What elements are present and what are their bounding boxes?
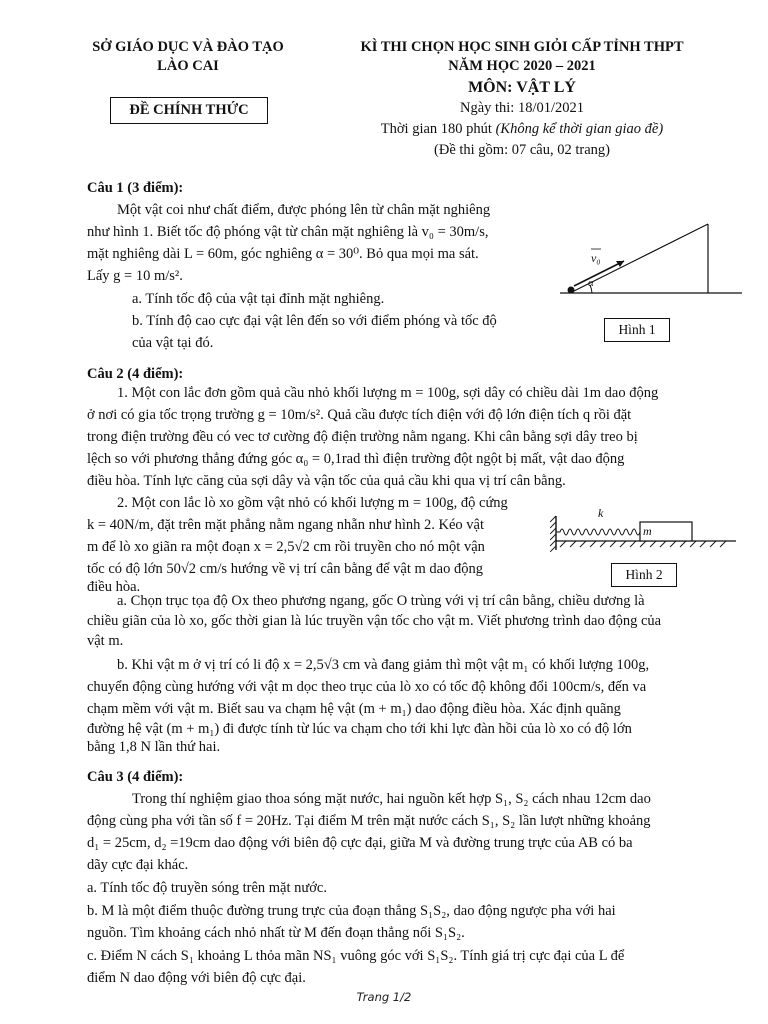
question-1-title: Câu 1 (3 điểm): xyxy=(87,180,184,196)
wall-hatching xyxy=(550,516,556,552)
school-year: NĂM HỌC 2020 – 2021 xyxy=(448,58,596,74)
q1-part-b-line-1: b. Tính độ cao cực đại vật lên đến so với điểm phóng và tốc độ xyxy=(132,313,497,329)
q3-line-1: Trong thí nghiệm giao thoa sóng mặt nước, hai nguồn kết hợp S₁, S₂ cách nhau 12cm dao xyxy=(132,791,651,807)
q1-line-4: Lấy g = 10 m/s². xyxy=(87,268,183,284)
q1-line-1: Một vật coi như chất điểm, được phóng lên từ chân mặt nghiêng xyxy=(117,202,491,218)
q3-line-4: dãy cực đại khác. xyxy=(87,857,189,873)
department-name: SỞ GIÁO DỤC VÀ ĐÀO TẠO xyxy=(92,39,284,55)
figure-1-alpha-label: α xyxy=(588,277,594,289)
question-3-title: Câu 3 (4 điểm): xyxy=(87,769,184,785)
q2-1-line-2: ở nơi có gia tốc trọng trường g = 10m/s². Quả cầu được tích điện với độ lớn điện tích q rồi đặt xyxy=(87,407,632,423)
figure-2-label: Hình 2 xyxy=(611,563,677,587)
q2-1-line-1: 1. Một con lắc đơn gồm quả cầu nhỏ khối lượng m = 100g, sợi dây có chiều dài 1m dao động xyxy=(117,385,659,401)
q2-2-line-2: k = 40N/m, đặt trên mặt phẳng nằm ngang nhẵn như hình 2. Kéo vật xyxy=(87,517,484,533)
q2-a-line-1: a. Chọn trục tọa độ Ox theo phương ngang, gốc O trùng với vị trí cân bằng, chiều dương là xyxy=(117,593,645,609)
q3-part-c-line-2: điểm N dao động với biên độ cực đại. xyxy=(87,970,306,986)
q2-2-line-5: điều hòa. xyxy=(87,579,141,595)
q2-1-line-3: trong điện trường đều có vec tơ cường độ điện trường nằm ngang. Khi cân bằng sợi dây treo bị xyxy=(87,429,638,445)
q2-b-line-5: bằng 1,8 N lần thứ hai. xyxy=(87,739,221,755)
q3-part-b-line-1: b. M là một điểm thuộc đường trung trực của đoạn thẳng S₁S₂, dao động ngược pha với hai xyxy=(87,903,616,919)
page-footer: Trang 1/2 xyxy=(356,990,412,1004)
official-exam-box: ĐỀ CHÍNH THỨC xyxy=(110,97,268,124)
province-name: LÀO CAI xyxy=(157,58,219,74)
exam-composition: (Đề thi gồm: 07 câu, 02 trang) xyxy=(434,142,610,158)
q3-part-c-line-1: c. Điểm N cách S₁ khoảng L thỏa mãn NS₁ vuông góc với S₁S₂. Tính giá trị cực đại của L để xyxy=(87,948,625,964)
q3-part-a: a. Tính tốc độ truyền sóng trên mặt nước. xyxy=(87,880,327,896)
exam-date: Ngày thi: 18/01/2021 xyxy=(459,100,585,116)
figure-2-m-label: m xyxy=(643,524,652,538)
q1-line-3: mặt nghiêng dài L = 60m, góc nghiêng α = 30⁰. Bỏ qua mọi ma sát. xyxy=(87,246,479,262)
q3-line-3: d₁ = 25cm, d₂ =19cm dao động với biên độ cực đại, giữa M và đường trung trực của AB có ba xyxy=(87,835,633,851)
exam-title: KÌ THI CHỌN HỌC SINH GIỎI CẤP TỈNH THPT xyxy=(360,39,684,55)
launched-object xyxy=(568,287,575,294)
q1-part-b-line-2: của vật tại đó. xyxy=(132,335,214,351)
q2-a-line-2: chiều giãn của lò xo, gốc thời gian là lúc truyền vận tốc cho vật m. Viết phương trình dao động của xyxy=(87,613,662,629)
q2-1-line-5: điều hòa. Tính lực căng của sợi dây và vận tốc của quả cầu khi qua vị trí cân bằng. xyxy=(87,473,566,489)
q2-a-line-3: vật m. xyxy=(87,633,124,649)
q2-2-line-3: m để lò xo giãn ra một đoạn x = 2,5√2 cm rồi truyền cho nó một vận xyxy=(87,539,485,555)
figure-1-v0-label: v₀ xyxy=(591,251,601,265)
q2-b-line-3: chạm mềm với vật m. Biết sau va chạm hệ vật (m + m₁) dao động điều hòa. Xác định quãng xyxy=(87,701,621,717)
question-2-title: Câu 2 (4 điểm): xyxy=(87,366,184,382)
q2-2-line-1: 2. Một con lắc lò xo gồm vật nhỏ có khối lượng m = 100g, độ cứng xyxy=(117,495,508,511)
figure-1-label: Hình 1 xyxy=(604,318,670,342)
exam-duration xyxy=(322,120,722,139)
q2-1-line-4: lệch so với phương thẳng đứng góc α₀ = 0,1rad thì điện trường đột ngột bị mất, vật dao động xyxy=(87,451,625,467)
q3-line-2: động cùng pha với tần số f = 20Hz. Tại điểm M trên mặt nước cách S₁, S₂ lần lượt những khoảng xyxy=(87,813,651,829)
figure-2-k-label: k xyxy=(598,506,604,520)
q2-b-line-4: đường hệ vật (m + m₁) đi được tính từ lúc va chạm cho tới khi lực đàn hồi của lò xo có độ lớn xyxy=(87,721,632,737)
q1-line-2: như hình 1. Biết tốc độ phóng vật từ chân mặt nghiêng là v₀ = 30m/s, xyxy=(87,224,489,240)
duration-note: (Không kể thời gian giao đề) xyxy=(495,121,664,137)
figure-1-incline xyxy=(556,212,746,302)
duration-text: Thời gian 180 phút xyxy=(380,121,492,137)
subject: MÔN: VẬT LÝ xyxy=(468,79,576,96)
q2-2-line-4: tốc có độ lớn 50√2 cm/s hướng về vị trí cân bằng để vật m dao động xyxy=(87,561,483,577)
q2-b-line-1: b. Khi vật m ở vị trí có li độ x = 2,5√3 cm và đang giảm thì một vật m₁ có khối lượng 100g, xyxy=(117,657,650,673)
q1-part-a: a. Tính tốc độ của vật tại đỉnh mặt nghiêng. xyxy=(132,291,385,307)
floor-hatching xyxy=(560,541,726,547)
q2-b-line-2: chuyển động cùng hướng với vật m dọc theo trục của lò xo có tốc độ không đổi 100cm/s, đến va xyxy=(87,679,647,695)
q3-part-b-line-2: nguồn. Tìm khoảng cách nhỏ nhất từ M đến đoạn thẳng nối S₁S₂. xyxy=(87,925,465,941)
spring-coil xyxy=(556,529,640,535)
